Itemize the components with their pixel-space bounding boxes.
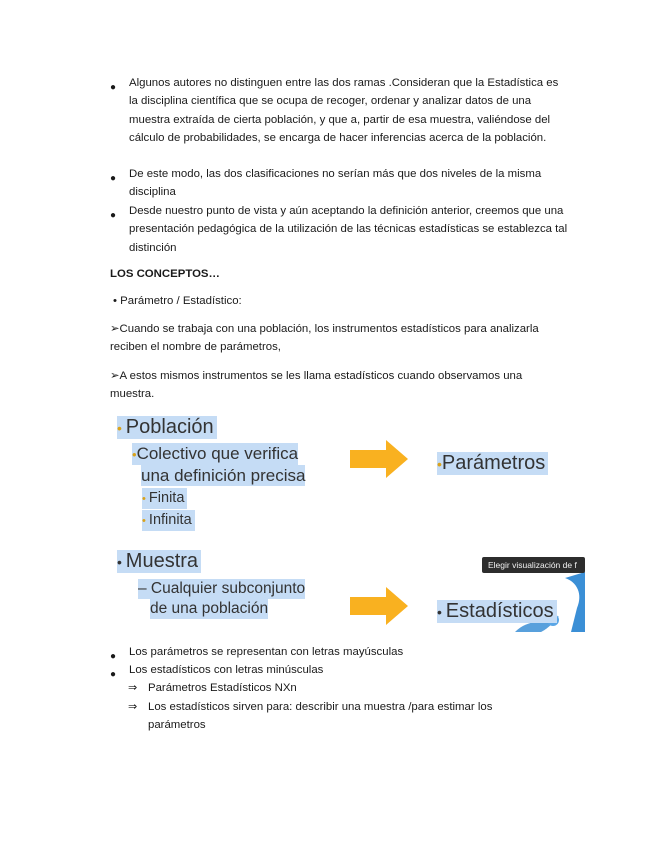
- bullet-dot: ●: [110, 651, 117, 662]
- colectivo-text-1: Colectivo que verifica: [136, 444, 299, 463]
- infinita-item: [142, 510, 195, 531]
- finita-item: [142, 488, 187, 509]
- section-heading: LOS CONCEPTOS…: [110, 268, 220, 280]
- arrow-right-icon: [350, 587, 410, 625]
- bullet-dot: •: [142, 493, 149, 505]
- bullet-dot: •: [437, 604, 446, 620]
- bullet-dot: ●: [110, 669, 117, 680]
- estadisticos-label: [437, 600, 557, 623]
- bullet-dot: •: [117, 554, 126, 570]
- implies-icon: ⇒: [128, 701, 138, 713]
- bottom-bullet-1: Los parámetros se representan con letras mayúsculas: [129, 646, 404, 658]
- bottom-bullet-2: Los estadísticos con letras minúsculas: [129, 664, 324, 676]
- visualization-tooltip[interactable]: Elegir visualización de f: [482, 557, 585, 573]
- sub-item: • Parámetro / Estadístico:: [113, 295, 242, 307]
- implies-icon: ⇒: [128, 682, 138, 694]
- subconjunto-line-2: de una población: [150, 600, 269, 617]
- parametros-label: [437, 452, 548, 475]
- muestra-label: [117, 550, 201, 573]
- bullet-dot: •: [132, 447, 137, 462]
- bullet-dot: ●: [110, 173, 117, 184]
- intro-bullet-3: Desde nuestro punto de vista y aún aceptando la definición anterior, creemos que una presentación pedagógica de la utilización de las técnicas estadísticas se establezca tal distinción: [129, 205, 568, 254]
- arrow-paragraph-2: ➢A estos mismos instrumentos se les llama estadísticos cuando observamos una muestra.: [110, 370, 523, 401]
- parametros-text: Parámetros: [441, 452, 546, 474]
- muestra-text: Muestra: [125, 550, 199, 572]
- bullet-dot: •: [142, 515, 149, 527]
- infinita-text: Infinita: [148, 512, 192, 528]
- poblacion-text: Población: [125, 416, 214, 438]
- finita-text: Finita: [148, 490, 185, 506]
- poblacion-label: [117, 416, 217, 439]
- colectivo-line-1: [132, 443, 298, 465]
- implication-1: Parámetros Estadísticos NXn: [148, 682, 297, 694]
- bullet-dot: •: [117, 420, 126, 436]
- arrow-right-icon: [350, 440, 410, 478]
- intro-bullet-1: Algunos autores no distinguen entre las dos ramas .Consideran que la Estadística es la disciplina científica que se ocupa de recoger, ordenar y analizar datos de una muestra extraída de cierta población, y que a, partir de esa muestra, valiéndose del cálculo de probabilidades, se encarga de hacer inferencias acerca de la población.: [129, 77, 559, 144]
- bullet-dot: ●: [110, 82, 117, 93]
- implication-2: Los estadísticos sirven para: describir una muestra /para estimar los parámetros: [148, 701, 493, 732]
- bullet-dot: ●: [110, 210, 117, 221]
- intro-bullet-2: De este modo, las dos clasificaciones no serían más que dos niveles de la misma disciplina: [129, 168, 542, 199]
- bullet-dot: •: [437, 456, 442, 472]
- estadisticos-text: Estadísticos: [445, 600, 554, 622]
- arrow-paragraph-1: ➢Cuando se trabaja con una población, los instrumentos estadísticos para analizarla reciben el nombre de parámetros,: [110, 323, 539, 354]
- subconjunto-line-1: – Cualquier subconjunto: [138, 580, 306, 597]
- colectivo-line-2: una definición precisa: [141, 466, 306, 485]
